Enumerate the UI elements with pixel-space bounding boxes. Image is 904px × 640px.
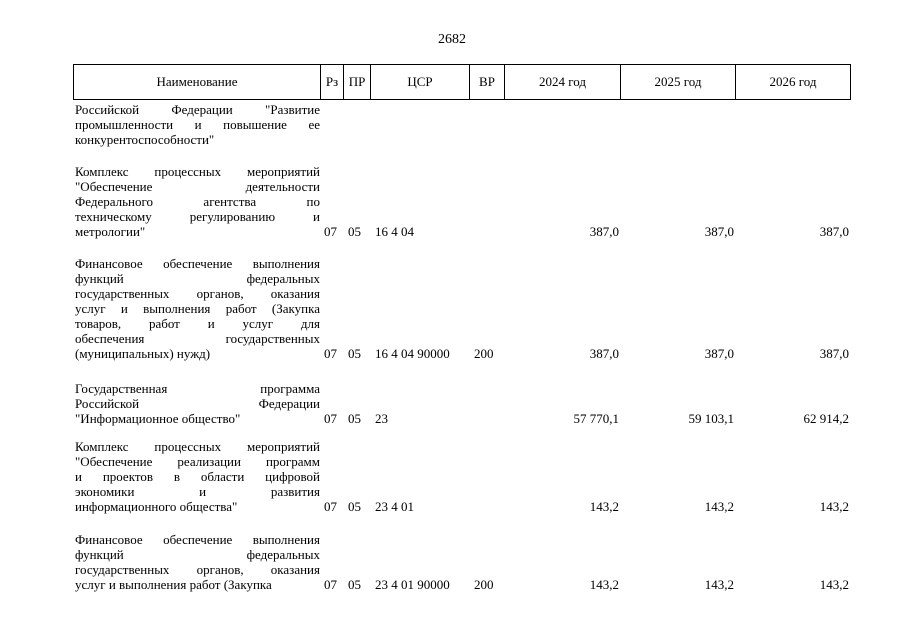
row-name-line: (муниципальных) нужд): [75, 346, 211, 361]
row-vr: 200: [474, 577, 494, 592]
row-name-line: функций федеральных: [75, 271, 320, 286]
table-row: [0, 381, 904, 426]
row-name: [75, 532, 320, 592]
row-name-line: и проектов в области цифровой: [75, 469, 320, 484]
row-pr: 05: [348, 499, 361, 514]
row-csr: 23 4 01: [375, 499, 414, 514]
header-pr: ПР: [344, 65, 371, 99]
row-y2025: 143,2: [704, 577, 734, 592]
row-name-line: конкурентоспособности": [75, 132, 215, 147]
row-name-line: товаров, работ и услуг для: [75, 316, 320, 331]
row-rz: 07: [324, 577, 337, 592]
header-2025: 2025 год: [621, 65, 736, 99]
row-name: [75, 439, 320, 514]
row-csr: 23: [375, 411, 388, 426]
row-name-line: государственных органов, оказания: [75, 286, 320, 301]
row-rz: 07: [324, 411, 337, 426]
row-name: [75, 256, 320, 361]
row-name-line: государственных органов, оказания: [75, 562, 320, 577]
row-csr: 16 4 04: [375, 224, 414, 239]
row-name-line: Российской Федерации: [75, 396, 320, 411]
header-2024: 2024 год: [505, 65, 621, 99]
row-pr: 05: [348, 224, 361, 239]
header-rz: Рз: [321, 65, 344, 99]
row-name-line: Финансовое обеспечение выполнения: [75, 532, 320, 547]
row-name: [75, 102, 320, 147]
row-y2025: 59 103,1: [688, 411, 734, 426]
row-name-line: "Информационное общество": [75, 411, 241, 426]
row-pr: 05: [348, 346, 361, 361]
row-y2025: 387,0: [704, 346, 734, 361]
table-row: [0, 102, 904, 147]
row-name-line: функций федеральных: [75, 547, 320, 562]
row-y2024: 387,0: [589, 346, 619, 361]
row-name-line: услуг и выполнения работ (Закупка: [75, 301, 320, 316]
table-row: [0, 439, 904, 514]
row-y2024: 143,2: [589, 577, 619, 592]
row-name: [75, 164, 320, 239]
row-y2026: 143,2: [819, 577, 849, 592]
table-row: [0, 256, 904, 361]
row-name-line: обеспечения государственных: [75, 331, 320, 346]
row-pr: 05: [348, 411, 361, 426]
row-name-line: информационного общества": [75, 499, 238, 514]
row-y2026: 62 914,2: [803, 411, 849, 426]
row-name-line: услуг и выполнения работ (Закупка: [75, 577, 272, 592]
row-y2026: 387,0: [819, 224, 849, 239]
row-csr: 16 4 04 90000: [375, 346, 450, 361]
row-y2024: 387,0: [589, 224, 619, 239]
row-y2024: 143,2: [589, 499, 619, 514]
header-csr: ЦСР: [371, 65, 470, 99]
table-header: [73, 64, 851, 100]
row-y2025: 387,0: [704, 224, 734, 239]
table-row: [0, 532, 904, 592]
row-rz: 07: [324, 499, 337, 514]
row-name-line: "Обеспечение деятельности: [75, 179, 320, 194]
header-name: Наименование: [74, 65, 321, 99]
row-name-line: Государственная программа: [75, 381, 320, 396]
row-name-line: Федерального агентства по: [75, 194, 320, 209]
row-name-line: Комплекс процессных мероприятий: [75, 164, 320, 179]
row-y2026: 387,0: [819, 346, 849, 361]
table-row: [0, 164, 904, 239]
row-y2024: 57 770,1: [573, 411, 619, 426]
row-vr: 200: [474, 346, 494, 361]
header-vr: ВР: [470, 65, 505, 99]
row-name: [75, 381, 320, 426]
row-name-line: метрологии": [75, 224, 146, 239]
row-name-line: экономики и развития: [75, 484, 320, 499]
row-pr: 05: [348, 577, 361, 592]
row-rz: 07: [324, 224, 337, 239]
row-name-line: "Обеспечение реализации программ: [75, 454, 320, 469]
page-number: 2682: [438, 32, 466, 47]
row-rz: 07: [324, 346, 337, 361]
row-name-line: Комплекс процессных мероприятий: [75, 439, 320, 454]
row-y2025: 143,2: [704, 499, 734, 514]
row-name-line: техническому регулированию и: [75, 209, 320, 224]
row-csr: 23 4 01 90000: [375, 577, 450, 592]
header-2026: 2026 год: [769, 74, 817, 89]
row-y2026: 143,2: [819, 499, 849, 514]
row-name-line: Российской Федерации "Развитие: [75, 102, 320, 117]
row-name-line: промышленности и повышение ее: [75, 117, 320, 132]
row-name-line: Финансовое обеспечение выполнения: [75, 256, 320, 271]
